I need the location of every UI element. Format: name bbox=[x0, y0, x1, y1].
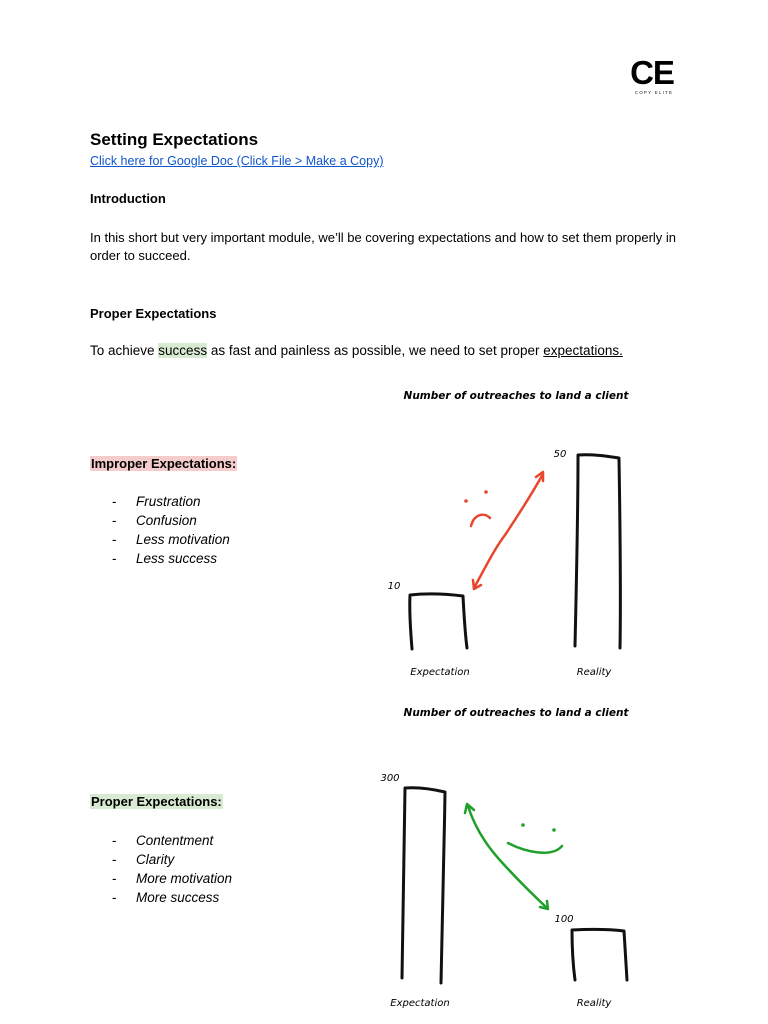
bullet-dash: - bbox=[112, 871, 117, 886]
sentence-middle: as fast and painless as possible, we need to set proper bbox=[207, 343, 544, 358]
bullet-dash: - bbox=[112, 833, 117, 848]
introduction-heading: Introduction bbox=[90, 191, 166, 206]
page-title: Setting Expectations bbox=[90, 130, 259, 149]
proper-expectations-heading: Proper Expectations bbox=[90, 306, 217, 321]
bar-expectation bbox=[402, 788, 445, 983]
google-doc-link[interactable]: Click here for Google Doc (Click File > Make a Copy) bbox=[90, 154, 384, 168]
introduction-text: In this short but very important module, we’ll be covering expectations and how to set them properly in order to succeed. bbox=[90, 230, 677, 263]
category-label-reality: Reality bbox=[576, 998, 612, 1009]
smiley-face-icon bbox=[508, 823, 562, 853]
green-arrow bbox=[465, 804, 548, 909]
list-item-text: Confusion bbox=[136, 513, 197, 528]
success-highlight: success bbox=[158, 343, 208, 358]
category-label-expectation: Expectation bbox=[390, 998, 450, 1009]
bullet-dash: - bbox=[112, 513, 117, 528]
proper-expectations-label: Proper Expectations: bbox=[91, 794, 222, 809]
data-label-reality: 50 bbox=[553, 449, 567, 460]
sad-face-icon bbox=[464, 490, 490, 526]
list-item-text: Contentment bbox=[136, 833, 214, 848]
bullet-dash: - bbox=[112, 532, 117, 547]
chart-title: Number of outreaches to land a client bbox=[403, 390, 629, 402]
list-item-text: Less motivation bbox=[136, 532, 230, 547]
logo-subtitle: COPY ELITE bbox=[634, 90, 674, 95]
chart-title: Number of outreaches to land a client bbox=[403, 707, 629, 719]
logo-mark: CE bbox=[630, 54, 674, 91]
list-item-text: Frustration bbox=[136, 494, 201, 509]
category-label-reality: Reality bbox=[576, 667, 612, 678]
improper-expectations-label: Improper Expectations: bbox=[91, 456, 237, 471]
bar-reality bbox=[575, 455, 620, 648]
list-item-text: Less success bbox=[136, 551, 218, 566]
data-label-expectation: 10 bbox=[387, 581, 401, 592]
sentence-start: To achieve bbox=[90, 343, 159, 358]
red-arrow bbox=[473, 472, 543, 589]
bullet-dash: - bbox=[112, 890, 117, 905]
bullet-dash: - bbox=[112, 852, 117, 867]
list-item-text: More motivation bbox=[136, 871, 233, 886]
data-label-reality: 100 bbox=[554, 914, 574, 925]
chart-proper bbox=[380, 707, 629, 1009]
expectations-underlined: expectations. bbox=[543, 343, 623, 358]
category-label-expectation: Expectation bbox=[410, 667, 470, 678]
bullet-dash: - bbox=[112, 494, 117, 509]
bar-reality bbox=[572, 929, 627, 980]
list-item-text: More success bbox=[136, 890, 220, 905]
chart-improper bbox=[388, 390, 630, 678]
bar-expectation bbox=[410, 594, 467, 649]
bullet-dash: - bbox=[112, 551, 117, 566]
list-item-text: Clarity bbox=[136, 852, 175, 867]
data-label-expectation: 300 bbox=[380, 773, 400, 784]
